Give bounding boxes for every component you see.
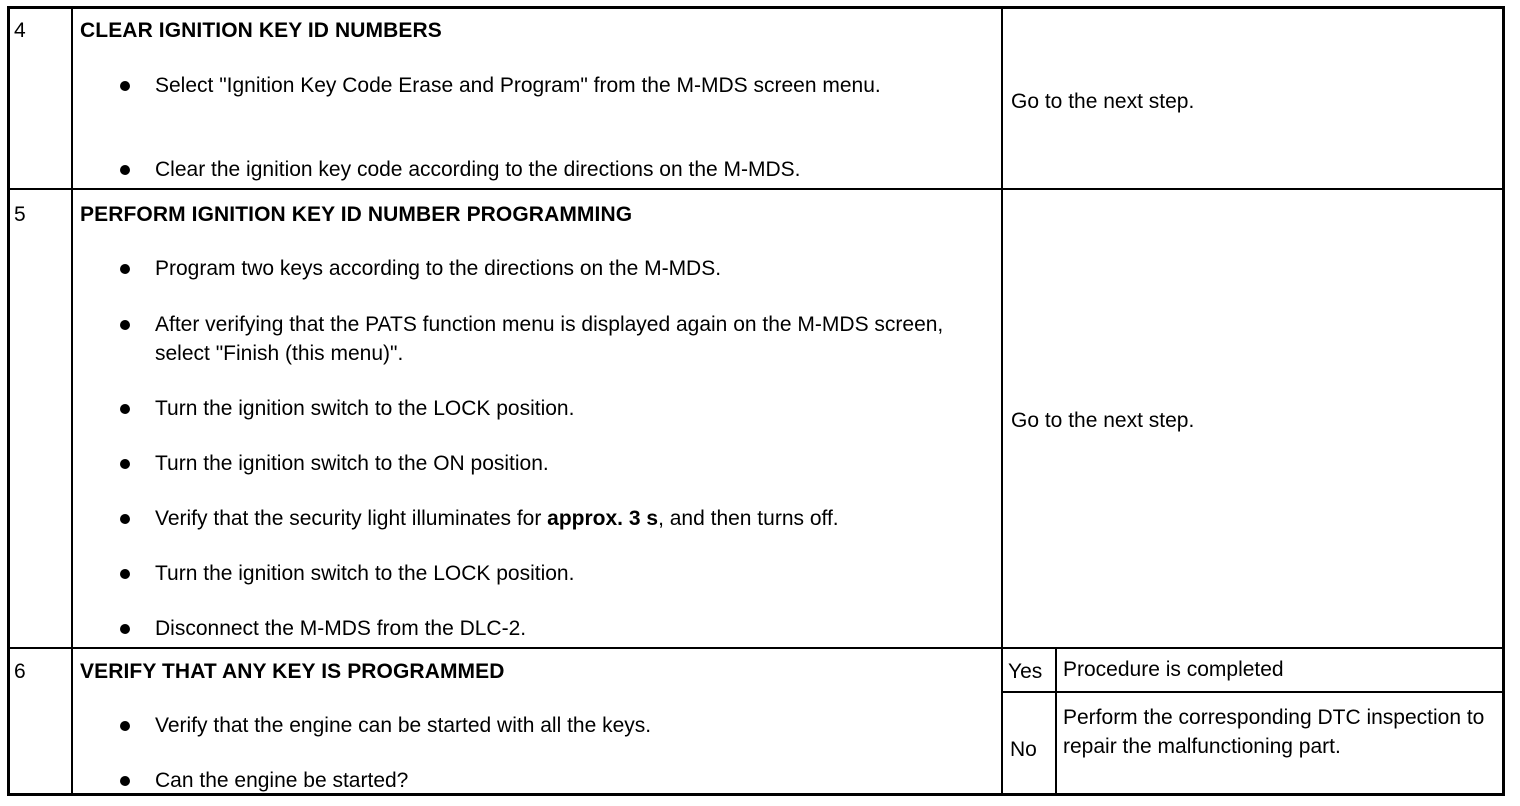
row-divider-5-6 — [10, 647, 1502, 649]
bullet-icon — [120, 165, 130, 175]
bullet-icon — [120, 721, 130, 731]
list-item — [120, 71, 950, 100]
list-item — [120, 559, 980, 588]
list-item-text: After verifying that the PATS function menu is displayed again on the M-MDS screen, select "Finish (this menu)". — [155, 313, 944, 365]
step-title: CLEAR IGNITION KEY ID NUMBERS — [80, 19, 442, 42]
list-item — [120, 155, 1000, 184]
column-divider-action — [1001, 9, 1003, 793]
list-item-text-part: Verify that the security light illuminates for — [155, 507, 548, 530]
bullet-icon — [120, 624, 130, 634]
list-item-text: Turn the ignition switch to the LOCK position. — [155, 397, 575, 420]
list-item — [120, 310, 950, 368]
list-item-text: Disconnect the M-MDS from the DLC-2. — [155, 617, 527, 640]
list-item-text: Select "Ignition Key Code Erase and Program" from the M-MDS screen menu. — [155, 74, 881, 97]
bullet-icon — [120, 81, 130, 91]
list-item-text: Can the engine be started? — [155, 769, 409, 792]
emphasis-text: approx. 3 s — [547, 507, 659, 530]
list-item-text-part: , and then turns off. — [658, 507, 839, 530]
bullet-icon — [120, 264, 130, 274]
step-number: 4 — [14, 19, 26, 42]
list-item-text: Turn the ignition switch to the LOCK position. — [155, 562, 575, 585]
bullet-icon — [120, 320, 130, 330]
list-item — [120, 394, 980, 423]
bullet-icon — [120, 776, 130, 786]
yes-label: Yes — [1008, 660, 1043, 683]
bullet-icon — [120, 459, 130, 469]
list-item — [120, 449, 980, 478]
column-divider-yesno — [1055, 647, 1057, 793]
list-item-text — [155, 504, 990, 533]
row-divider-yes-no — [1001, 691, 1502, 693]
row-divider-4-5 — [10, 188, 1502, 190]
yes-result: Procedure is completed — [1063, 658, 1284, 681]
list-item — [120, 254, 980, 283]
bullet-icon — [120, 569, 130, 579]
step-title: VERIFY THAT ANY KEY IS PROGRAMMED — [80, 660, 505, 683]
bullet-icon — [120, 404, 130, 414]
action-text: Go to the next step. — [1011, 409, 1195, 432]
no-label: No — [1010, 738, 1037, 761]
procedure-table — [7, 6, 1505, 796]
no-result: Perform the corresponding DTC inspection to repair the malfunctioning part. — [1063, 706, 1485, 758]
list-item — [120, 504, 990, 533]
step-number: 5 — [14, 203, 26, 226]
list-item-text: Program two keys according to the directions on the M-MDS. — [155, 257, 722, 280]
bullet-icon — [120, 514, 130, 524]
list-item — [120, 614, 980, 643]
list-item-text: Turn the ignition switch to the ON position. — [155, 452, 549, 475]
step-number: 6 — [14, 660, 26, 683]
list-item-text: Verify that the engine can be started with all the keys. — [155, 714, 652, 737]
list-item — [120, 711, 980, 740]
list-item — [120, 766, 980, 795]
action-text: Go to the next step. — [1011, 90, 1195, 113]
list-item-text: Clear the ignition key code according to the directions on the M-MDS. — [155, 158, 801, 181]
column-divider-step — [71, 9, 73, 793]
step-title: PERFORM IGNITION KEY ID NUMBER PROGRAMMING — [80, 203, 633, 226]
